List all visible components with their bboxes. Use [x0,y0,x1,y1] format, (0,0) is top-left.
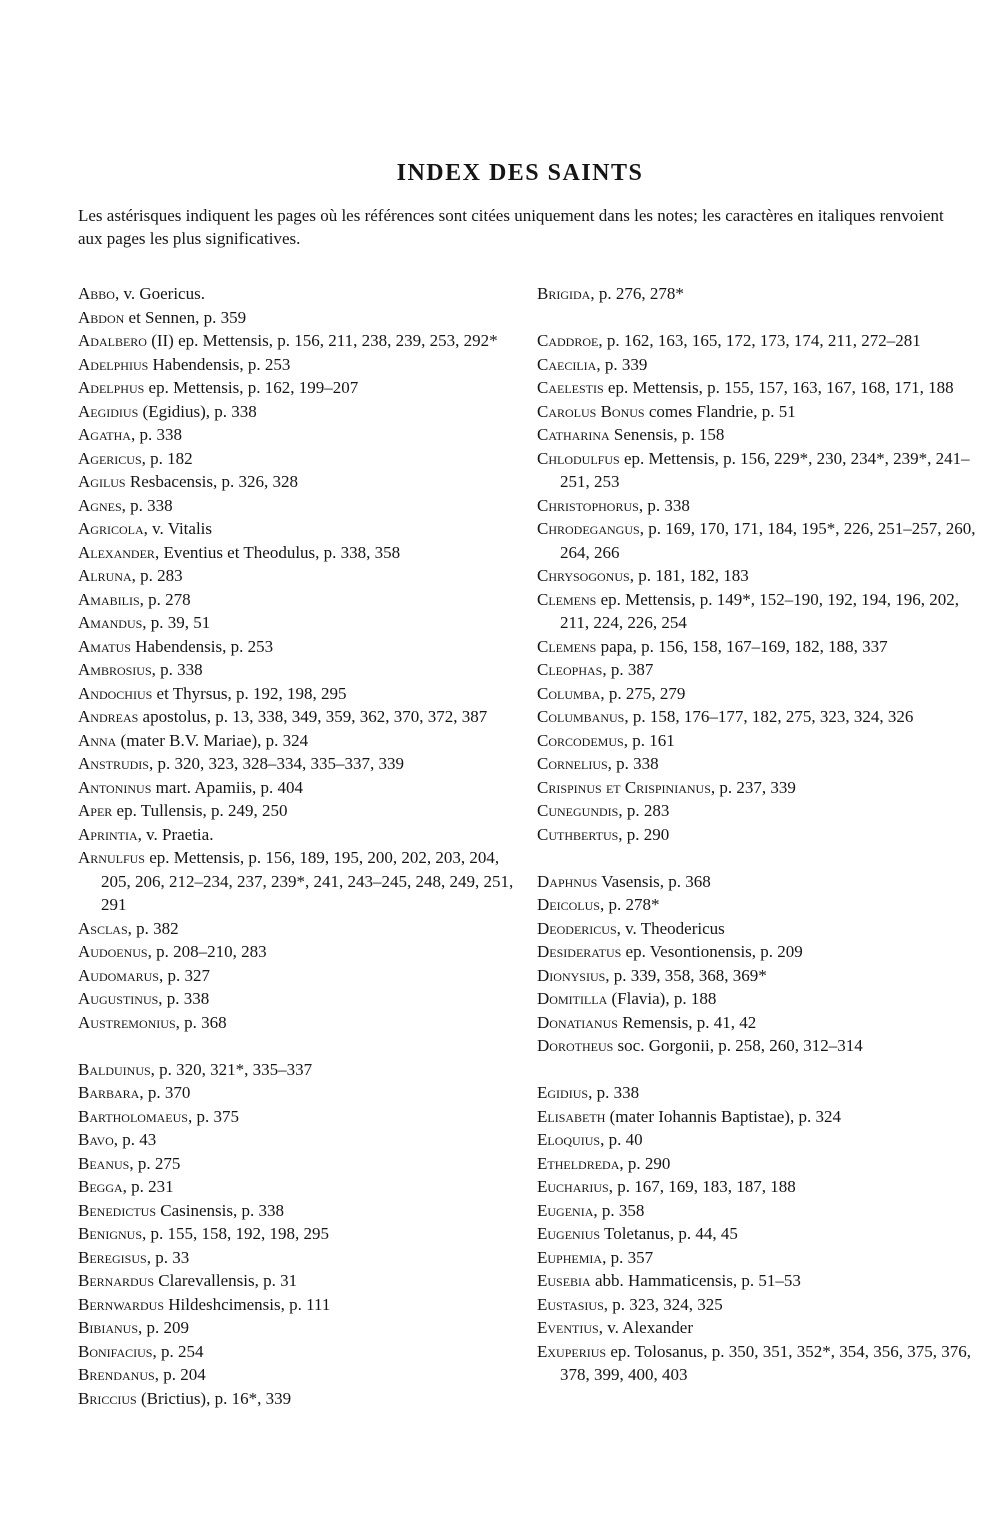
saint-name: Bonifacius [78,1341,153,1361]
saint-name: Benedictus [78,1200,157,1220]
saint-name: Austremonius [78,1012,176,1032]
page-references: (mater Iohannis Baptistae), p. 324 [605,1106,841,1126]
saint-name: Bernardus [78,1271,155,1290]
page-references: , p. 338 [638,495,690,515]
page-references: , p. 208–210, 283 [147,942,267,961]
letter-group-gap [537,1058,977,1082]
saint-name: Agnes [78,495,122,515]
saint-name: Amabilis [78,589,140,609]
index-entry [78,329,518,353]
saint-name: Andreas [78,707,139,726]
letter-group-gap [78,1034,518,1058]
index-entry [537,282,977,306]
saint-name: Amatus [78,636,131,656]
saint-name: Deicolus [537,895,600,914]
page-references: , p. 338 [588,1083,640,1102]
index-entry [78,1387,518,1411]
saint-name: Augustinus [78,989,159,1008]
index-entry [78,517,518,541]
saint-name: Egidius [537,1083,589,1102]
saint-name: Alexander [78,542,155,562]
index-entry [537,1105,977,1129]
page-references: , p. 158, 176–177, 182, 275, 323, 324, 326 [624,707,914,726]
saint-name: Cleophas [537,660,603,679]
page-references: et Thyrsus, p. 192, 198, 295 [152,683,347,703]
index-entry [537,1152,977,1176]
index-entry [537,1034,977,1058]
page-references: , p. 181, 182, 183 [629,566,749,585]
page-references: , p. 338 [151,660,203,679]
page-references: , p. 209 [138,1318,190,1337]
index-entry [537,1199,977,1223]
page-references: , p. 278* [599,895,660,914]
page-references: , p. 283 [618,801,670,820]
index-entry [78,611,518,635]
index-entry [537,329,977,353]
page-references: , p. 275, 279 [600,683,686,703]
page-references: Casinensis, p. 338 [156,1200,284,1220]
saint-name: Agericus [78,448,142,468]
page-references: , p. 339, 358, 368, 369* [605,965,767,985]
page-references: Remensis, p. 41, 42 [617,1012,757,1032]
saint-name: Adalbero [78,331,147,350]
saint-name: Barbara [78,1083,140,1102]
index-entry [537,1269,977,1293]
saint-name: Beanus [78,1153,130,1173]
index-entry [537,964,977,988]
saint-name: Caddroe [537,331,599,350]
index-column-right [537,282,977,1387]
index-entry [78,635,518,659]
saint-name: Anstrudis [78,754,149,773]
index-entry [537,1316,977,1340]
index-entry [537,1175,977,1199]
page-references: ep. Mettensis, p. 156, 189, 195, 200, 202, 203, 204, 205, 206, 212–234, 237, 239*, 241, 243–245, 248, 249, 251, 291 [101,848,514,914]
index-entry [78,1175,518,1199]
index-entry [537,776,977,800]
index-entry [537,940,977,964]
index-entry [537,1081,977,1105]
index-entry [78,1316,518,1340]
index-entry [537,752,977,776]
page-references: comes Flandrie, p. 51 [644,401,796,421]
index-entry [78,987,518,1011]
page-references: et Sennen, p. 359 [124,307,247,327]
index-entry [537,588,977,635]
saint-name: Catharina [537,425,610,444]
index-entry [537,376,977,400]
index-entry [537,1011,977,1035]
page-references: , p. 155, 158, 192, 198, 295 [142,1224,330,1243]
index-column-left [78,282,518,1410]
saint-name: Exuperius [537,1341,607,1361]
index-entry [78,1246,518,1270]
page-references: Clarevallensis, p. 31 [154,1271,298,1290]
saint-name: Eustasius [537,1294,604,1314]
page-references: , p. 323, 324, 325 [603,1294,723,1314]
saint-name: Briccius [78,1388,137,1408]
saint-name: Deodericus [537,918,617,938]
saint-name: Amandus [78,613,143,632]
saint-name: Etheldreda [537,1153,620,1173]
saint-name: Christophorus [537,495,639,515]
index-entry [78,1058,518,1082]
saint-name: Eloquius [537,1130,601,1149]
saint-name: Clemens [537,636,597,656]
page-references: Senensis, p. 158 [609,425,725,444]
index-entry [78,306,518,330]
saint-name: Daphnus [537,871,598,891]
saint-name: Beregisus [78,1247,147,1267]
saint-name: Caecilia [537,354,597,374]
page-title: INDEX DES SAINTS [396,160,644,187]
index-entry [78,447,518,471]
index-entry [78,1293,518,1317]
saint-name: Eugenius [537,1224,601,1243]
page-references: ep. Mettensis, p. 155, 157, 163, 167, 168, 171, 188 [603,378,954,397]
saint-name: Abbo [78,284,115,303]
page-references: , p. 33 [146,1247,190,1267]
saint-name: Aprintia [78,824,138,844]
index-entry [537,658,977,682]
page-references: , p. 382 [127,918,179,938]
page-references: , v. Alexander [598,1318,693,1337]
index-entry [78,1363,518,1387]
index-entry [537,893,977,917]
page-references: Resbacensis, p. 326, 328 [125,472,298,491]
page-references: , p. 290 [618,824,670,844]
page-references: ep. Tolosanus, p. 350, 351, 352*, 354, 356, 375, 376, 378, 399, 400, 403 [560,1341,971,1384]
saint-name: Ambrosius [78,660,152,679]
index-entry [537,564,977,588]
index-entry [78,353,518,377]
index-entry [537,400,977,424]
page-references: , p. 162, 163, 165, 172, 173, 174, 211, 272–281 [598,331,921,350]
saint-name: Cunegundis [537,801,619,820]
page-references: , p. 357 [602,1247,654,1267]
index-entry [537,635,977,659]
index-entry [78,1128,518,1152]
page-references: , p. 39, 51 [142,613,211,632]
page-references: , p. 368 [175,1012,227,1032]
page-references: Vasensis, p. 368 [597,871,711,891]
page-references: , Eventius et Theodulus, p. 338, 358 [154,542,401,562]
page-references: , p. 167, 169, 183, 187, 188 [608,1177,796,1196]
saint-name: Columba [537,683,601,703]
index-entry [537,682,977,706]
index-entry [537,1128,977,1152]
saint-name: Cornelius [537,754,608,773]
index-entry [537,447,977,494]
page-references: (II) ep. Mettensis, p. 156, 211, 238, 239, 253, 292* [146,331,498,350]
page-references: apostolus, p. 13, 338, 349, 359, 362, 370, 372, 387 [138,707,488,726]
index-entry [537,1340,977,1387]
saint-name: Benignus [78,1224,143,1243]
saint-name: Donatianus [537,1012,618,1032]
saint-name: Eugenia [537,1200,594,1220]
index-entry [78,1081,518,1105]
index-entry [537,1246,977,1270]
page-references: , p. 290 [619,1153,671,1173]
index-entry [537,353,977,377]
saint-name: Dorotheus [537,1036,614,1055]
page-references: , p. 169, 170, 171, 184, 195*, 226, 251–257, 260, 264, 266 [560,519,976,562]
page-references: ep. Mettensis, p. 156, 229*, 230, 234*, 239*, 241–251, 253 [560,448,970,491]
index-entry [78,752,518,776]
index-entry [537,917,977,941]
saint-name: Eventius [537,1318,599,1337]
page-references: Habendensis, p. 253 [148,354,291,374]
saint-name: Agricola [78,519,144,538]
page-references: Habendensis, p. 253 [130,636,274,656]
saint-name: Columbanus [537,707,625,726]
saint-name: Brendanus [78,1365,155,1384]
saint-name: Dionysius [537,965,606,985]
saint-name: Corcodemus [537,730,624,750]
intro-note: Les astérisques indiquent les pages où les références sont citées uniquement dans les notes; les caractères en italiques renvoient aux pages les plus significatives. [78,206,944,248]
index-entry [78,400,518,424]
saint-name: Eusebia [537,1271,591,1290]
index-entry [537,1222,977,1246]
index-entry [78,541,518,565]
index-entry [537,799,977,823]
index-entry [78,1340,518,1364]
saint-name: Crispinus et Crispinianus [537,777,711,797]
index-entry [78,376,518,400]
saint-name: Domitilla [537,989,608,1008]
index-entry [537,987,977,1011]
page-references: , p. 40 [600,1130,643,1149]
saint-name: Caelestis [537,378,604,397]
index-entry [78,423,518,447]
page-references: (Egidius), p. 338 [138,401,257,421]
saint-name: Anna [78,730,117,750]
index-entry [78,1222,518,1246]
page-references: papa, p. 156, 158, 167–169, 182, 188, 337 [596,636,888,656]
page-references: ep. Mettensis, p. 162, 199–207 [144,378,359,397]
saint-name: Chrysogonus [537,566,630,585]
saint-name: Aegidius [78,401,139,421]
page-references: , p. 327 [158,965,210,985]
saint-name: Abdon [78,307,125,327]
index-entry [78,846,518,917]
index-entry [78,1199,518,1223]
page-references: Hildeshcimensis, p. 111 [164,1294,331,1314]
saint-name: Clemens [537,589,597,609]
saint-name: Cuthbertus [537,824,619,844]
saint-name: Chrodegangus [537,519,640,538]
index-entry [78,776,518,800]
page-references: , p. 275 [129,1153,181,1173]
page-references: , p. 43 [113,1130,157,1149]
page-references: , p. 320, 321*, 335–337 [150,1059,313,1079]
saint-name: Eucharius [537,1177,609,1196]
saint-name: Audomarus [78,965,159,985]
saint-name: Begga [78,1177,123,1196]
page-references: (Flavia), p. 188 [607,989,717,1008]
saint-name: Carolus Bonus [537,401,645,421]
index-entry [78,964,518,988]
saint-name: Andochius [78,683,153,703]
saint-name: Adelphius [78,354,149,374]
index-entry [78,917,518,941]
page-references: , p. 375 [187,1106,239,1126]
saint-name: Balduinus [78,1059,151,1079]
page-references: Toletanus, p. 44, 45 [600,1224,738,1243]
index-entry [537,494,977,518]
index-entry [78,682,518,706]
index-entry [78,940,518,964]
page-references: (mater B.V. Mariae), p. 324 [116,730,309,750]
page-references: , p. 358 [593,1200,645,1220]
page-references: , p. 338 [607,754,659,773]
saint-name: Euphemia [537,1247,603,1267]
index-entry [78,1105,518,1129]
index-entry [78,1269,518,1293]
page-references: , v. Theodericus [616,918,725,938]
saint-name: Bibianus [78,1318,139,1337]
page-references: , p. 204 [154,1365,206,1384]
index-entry [78,564,518,588]
page-references: abb. Hammaticensis, p. 51–53 [590,1271,801,1290]
index-entry [78,588,518,612]
letter-group-gap [537,846,977,870]
index-entry [78,799,518,823]
page-references: , p. 276, 278* [590,284,684,303]
page-references: , p. 338 [130,425,182,444]
index-entry [78,282,518,306]
page-references: , v. Goericus. [114,284,205,303]
index-entry [537,705,977,729]
index-entry [537,729,977,753]
page-references: mart. Apamiis, p. 404 [151,777,303,797]
page-references: , p. 338 [121,495,173,515]
page-references: , p. 254 [152,1341,204,1361]
saint-name: Aper [78,801,113,820]
page-references: soc. Gorgonii, p. 258, 260, 312–314 [613,1036,863,1055]
saint-name: Alruna [78,566,132,585]
page-references: ep. Tullensis, p. 249, 250 [112,801,288,820]
saint-name: Agatha [78,425,131,444]
saint-name: Arnulfus [78,848,145,867]
index-entry [78,1152,518,1176]
index-entry [537,423,977,447]
saint-name: Desideratus [537,942,622,961]
index-entry [78,823,518,847]
index-entry [537,517,977,564]
saint-name: Brigida [537,284,591,303]
page-references: , p. 182 [141,448,193,468]
page-references: , p. 370 [139,1083,191,1102]
page-references: (Brictius), p. 16*, 339 [136,1388,292,1408]
saint-name: Asclas [78,918,128,938]
page-references: , p. 278 [139,589,191,609]
index-entry [537,870,977,894]
saint-name: Bartholomaeus [78,1106,188,1126]
saint-name: Adelphus [78,378,145,397]
page-references: , v. Praetia. [137,824,214,844]
page-references: , p. 283 [131,566,183,585]
page-references: ep. Mettensis, p. 149*, 152–190, 192, 194, 196, 202, 211, 224, 226, 254 [560,589,959,632]
index-entry [78,658,518,682]
page-references: , v. Vitalis [143,519,213,538]
index-entry [78,494,518,518]
index-entry [78,729,518,753]
page-references: , p. 339 [596,354,648,374]
saint-name: Agilus [78,472,126,491]
index-entry [537,823,977,847]
index-entry [78,705,518,729]
index-entry [78,1011,518,1035]
page-references: , p. 161 [623,730,675,750]
saint-name: Bernwardus [78,1294,165,1314]
index-entry [537,1293,977,1317]
saint-name: Elisabeth [537,1106,606,1126]
page-references: ep. Vesontionensis, p. 209 [621,942,803,961]
letter-group-gap [537,306,977,330]
saint-name: Antoninus [78,777,152,797]
page-references: , p. 387 [602,660,654,679]
page-references: , p. 237, 339 [710,777,796,797]
index-entry [78,470,518,494]
saint-name: Audoenus [78,942,148,961]
page-references: , p. 338 [158,989,210,1008]
saint-name: Bavo [78,1130,114,1149]
page-references: , p. 231 [122,1177,174,1196]
saint-name: Chlodulfus [537,448,620,468]
page-references: , p. 320, 323, 328–334, 335–337, 339 [148,754,404,773]
